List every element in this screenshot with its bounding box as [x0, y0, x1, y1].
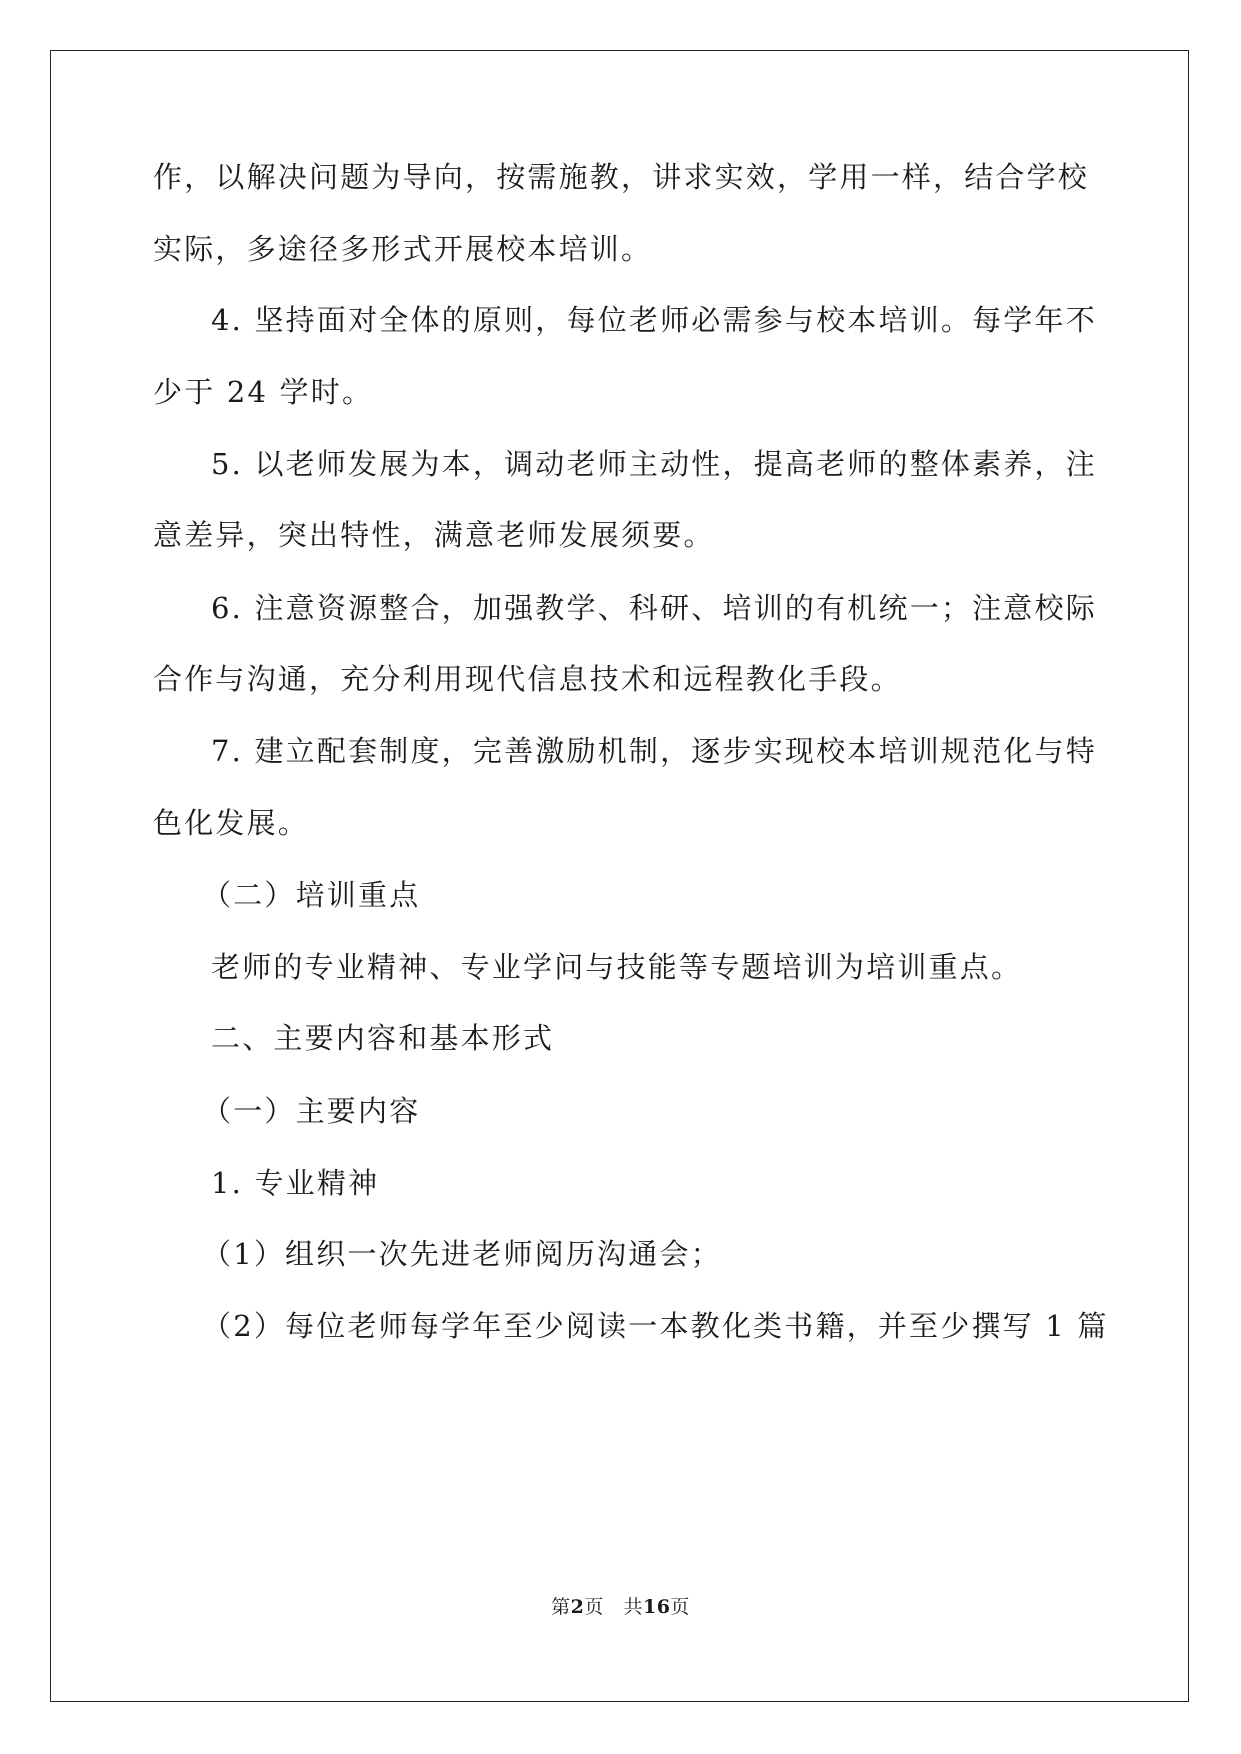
paragraph-line: 老师的专业精神、专业学问与技能等专题培训为培训重点。: [211, 950, 1023, 984]
paragraph-line: 实际，多途径多形式开展校本培训。: [153, 232, 653, 266]
section-heading: （二）培训重点: [202, 878, 421, 912]
paragraph-line: 4. 坚持面对全体的原则，每位老师必需参与校本培训。每学年不: [211, 303, 1097, 337]
paragraph-line: 6. 注意资源整合，加强教学、科研、培训的有机统一；注意校际: [211, 591, 1097, 625]
paragraph-line: 意差异，突出特性，满意老师发展须要。: [153, 518, 715, 552]
section-heading: 二、主要内容和基本形式: [211, 1021, 555, 1055]
paragraph-line: 7. 建立配套制度，完善激励机制，逐步实现校本培训规范化与特: [211, 734, 1097, 768]
section-heading: （一）主要内容: [202, 1094, 421, 1128]
paragraph-line: 色化发展。: [153, 806, 310, 840]
total-suffix: 页: [670, 1596, 690, 1618]
page-prefix: 第: [551, 1596, 571, 1618]
total-prefix: 共: [623, 1596, 643, 1618]
list-item: （2）每位老师每学年至少阅读一本教化类书籍，并至少撰写 1 篇: [202, 1309, 1109, 1343]
paragraph-line: 少于 24 学时。: [153, 375, 374, 409]
paragraph-line: 合作与沟通，充分利用现代信息技术和远程教化手段。: [153, 662, 902, 696]
list-item: （1）组织一次先进老师阅历沟通会；: [202, 1237, 722, 1271]
paragraph-line: 作，以解决问题为导向，按需施教，讲求实效，学用一样，结合学校: [153, 160, 1090, 194]
paragraph-line: 5. 以老师发展为本，调动老师主动性，提高老师的整体素养，注: [211, 447, 1097, 481]
total-pages: 16: [642, 1596, 671, 1618]
page-suffix: 页: [584, 1596, 604, 1618]
list-item: 1. 专业精神: [211, 1166, 380, 1200]
page-footer: [0, 1594, 1241, 1620]
page-number: 2: [570, 1596, 585, 1618]
